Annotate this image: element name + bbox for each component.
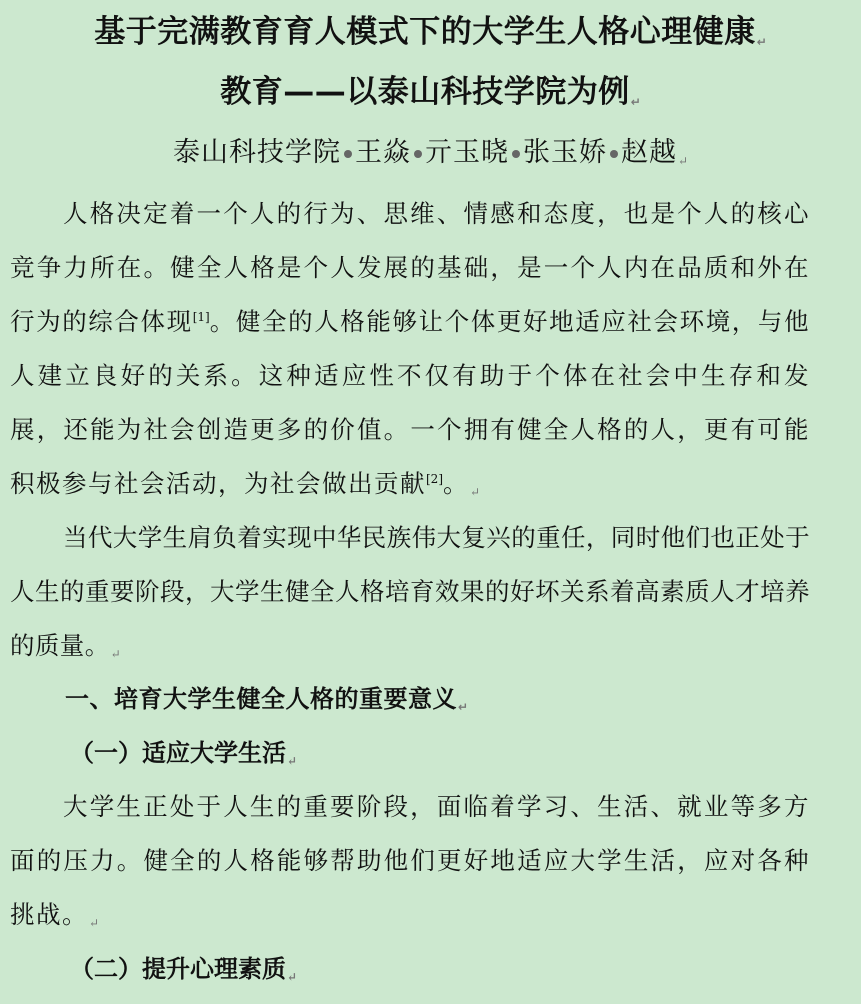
paragraph-mark-icon: ↵ xyxy=(630,95,641,109)
body-paragraph-1: 人格决定着一个人的行为、思维、情感和态度，也是个人的核心竞争力所在。健全人格是个人发展的基础，是一个人内在品质和外在行为的综合体现[1]。健全的人格能够让个体更好地适应社会环境，与他人建立良好的关系。这种适应性不仅有助于个体在社会中生存和发展，还能为社会创造更多的价值。一个拥有健全人格的人，更有可能积极参与社会活动，为社会做出贡献[2]。↵ xyxy=(10,187,810,519)
paragraph-mark-icon: ↵ xyxy=(756,35,767,49)
separator-dot-icon xyxy=(610,150,618,158)
author-affiliation: 泰山科技学院 xyxy=(172,137,341,168)
author-name: 张玉娇 xyxy=(522,137,607,168)
separator-dot-icon xyxy=(344,150,352,158)
author-name: 王焱 xyxy=(354,137,411,168)
separator-dot-icon xyxy=(512,150,520,158)
paragraph-mark-icon: ↵ xyxy=(287,970,298,984)
body-paragraph-3: 大学生正处于人生的重要阶段，面临着学习、生活、就业等多方面的压力。健全的人格能够帮助他们更好地适应大学生活，应对各种挑战。↵ xyxy=(10,780,810,950)
section-heading-1: 一、培育大学生健全人格的重要意义↵ xyxy=(65,672,468,734)
author-name: 亓玉晓 xyxy=(424,137,509,168)
document-title-line-2: 教育——以泰山科技学院为例↵ xyxy=(0,62,861,132)
author-line xyxy=(0,124,861,190)
author-name: 赵越 xyxy=(620,137,677,168)
separator-dot-icon xyxy=(414,150,422,158)
paragraph-mark-icon: ↵ xyxy=(470,485,481,499)
document-title-line-1: 基于完满教育育人模式下的大学生人格心理健康↵ xyxy=(0,2,861,72)
subsection-heading-1-1: （一）适应大学生活↵ xyxy=(70,726,297,788)
paragraph-mark-icon: ↵ xyxy=(677,154,689,168)
citation-reference[interactable]: [1] xyxy=(192,309,210,324)
paragraph-mark-icon: ↵ xyxy=(89,916,100,930)
subsection-heading-1-2: （二）提升心理素质↵ xyxy=(70,942,297,1004)
citation-reference[interactable]: [2] xyxy=(426,471,443,486)
paragraph-mark-icon: ↵ xyxy=(287,754,298,768)
paragraph-mark-icon: ↵ xyxy=(110,647,121,661)
paragraph-mark-icon: ↵ xyxy=(458,700,469,714)
body-paragraph-2: 当代大学生肩负着实现中华民族伟大复兴的重任，同时他们也正处于人生的重要阶段，大学生健全人格培育效果的好坏关系着高素质人才培养的质量。↵ xyxy=(10,511,810,681)
